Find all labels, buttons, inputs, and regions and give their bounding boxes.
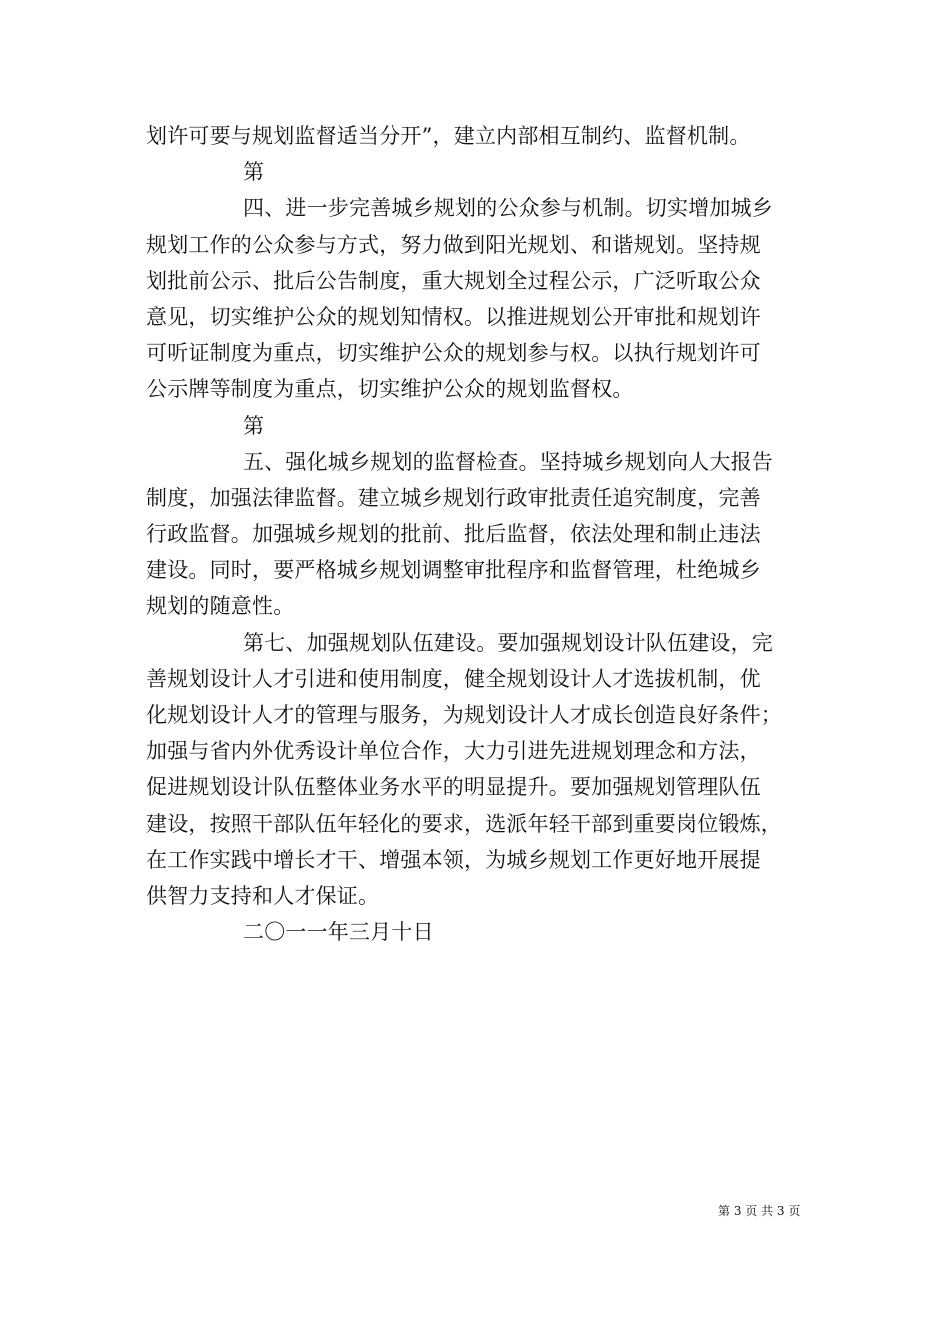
section-marker: 第 xyxy=(243,413,265,438)
page-number-footer: 第 3 页 共 3 页 xyxy=(718,1204,801,1218)
text-line: 促进规划设计队伍整体业务水平的明显提升。要加强规划管理队伍 xyxy=(146,775,761,800)
text-line: 行政监督。加强城乡规划的批前、批后监督，依法处理和制止违法 xyxy=(146,522,761,547)
text-line: 供智力支持和人才保证。 xyxy=(146,883,380,908)
document-date: 二〇一一年三月十日 xyxy=(243,920,434,945)
text-line: 公示牌等制度为重点，切实维护公众的规划监督权。 xyxy=(146,377,634,402)
text-line: 制度，加强法律监督。建立城乡规划行政审批责任追究制度，完善 xyxy=(146,485,761,510)
text-line: 划批前公示、批后公告制度，重大规划全过程公示，广泛听取公众 xyxy=(146,268,761,293)
text-line: 可听证制度为重点，切实维护公众的规划参与权。以执行规划许可 xyxy=(146,341,761,366)
text-line: 加强与省内外优秀设计单位合作，大力引进先进规划理念和方法， xyxy=(146,739,761,764)
text-line: 意见，切实维护公众的规划知情权。以推进规划公开审批和规划许 xyxy=(146,304,761,329)
text-line: 规划的随意性。 xyxy=(146,594,295,619)
document-body xyxy=(146,118,836,950)
section-marker: 第 xyxy=(243,160,265,185)
section-heading-line: 第七、加强规划队伍建设。要加强规划设计队伍建设，完 xyxy=(243,630,773,655)
text-line: 化规划设计人才的管理与服务，为规划设计人才成长创造良好条件； xyxy=(146,703,782,727)
text-line: 规划工作的公众参与方式，努力做到阳光规划、和谐规划。坚持规 xyxy=(146,232,761,257)
text-line: 建设。同时，要严格城乡规划调整审批程序和监督管理，杜绝城乡 xyxy=(146,558,761,583)
text-line: 划许可要与规划监督适当分开”，建立内部相互制约、监督机制。 xyxy=(146,124,751,148)
section-heading-line: 五、强化城乡规划的监督检查。坚持城乡规划向人大报告 xyxy=(243,449,773,474)
text-line: 建设，按照干部队伍年轻化的要求，选派年轻干部到重要岗位锻炼， xyxy=(146,811,782,836)
section-heading-line: 四、进一步完善城乡规划的公众参与机制。切实增加城乡 xyxy=(243,196,773,221)
text-line: 在工作实践中增长才干、增强本领，为城乡规划工作更好地开展提 xyxy=(146,847,761,872)
text-line: 善规划设计人才引进和使用制度，健全规划设计人才选拔机制，优 xyxy=(146,666,761,691)
